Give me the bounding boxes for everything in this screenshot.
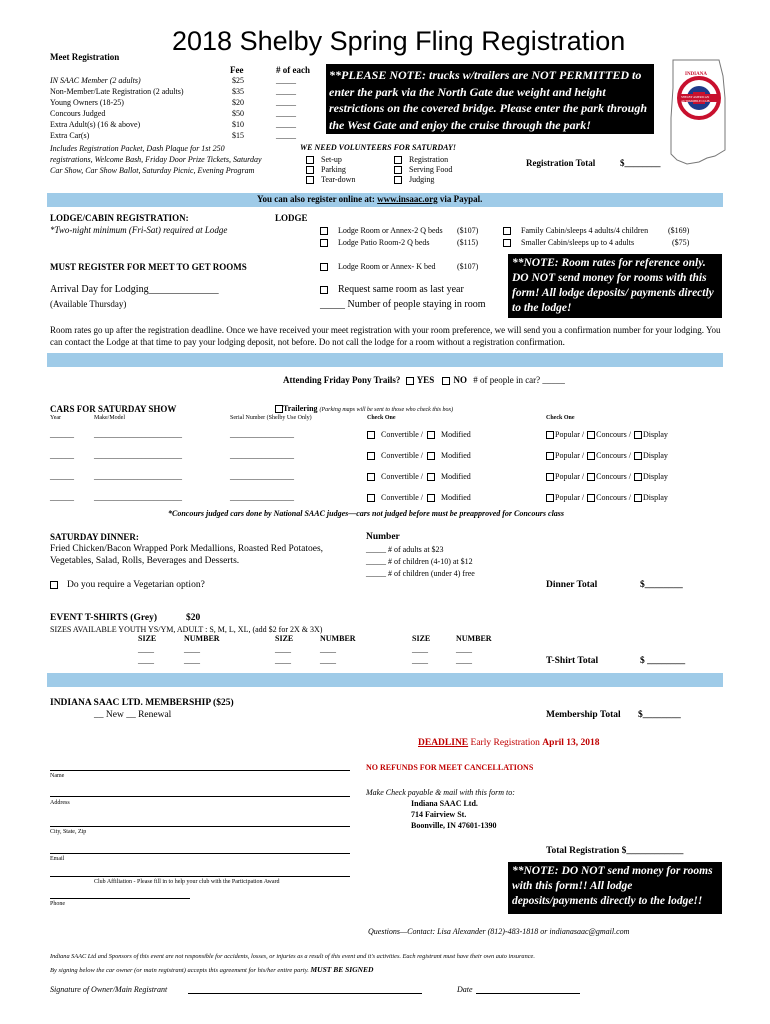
popular-label: Popular / xyxy=(555,430,585,439)
car-type-options[interactable] xyxy=(367,493,471,502)
col-check-1: Check One xyxy=(367,415,396,421)
checkbox[interactable] xyxy=(503,227,511,235)
lodge-heading: LODGE/CABIN REGISTRATION: xyxy=(50,213,189,223)
must-be-signed: MUST BE SIGNED xyxy=(310,965,374,974)
tshirt-price: $20 xyxy=(186,613,201,623)
tshirt-size-blank[interactable]: ____ xyxy=(275,645,291,654)
car-make-blank[interactable]: ______________________ xyxy=(94,430,182,439)
yes-checkbox[interactable] xyxy=(406,377,414,385)
tshirt-number-header: NUMBER xyxy=(320,634,356,643)
car-make-blank[interactable]: ______________________ xyxy=(94,451,182,460)
meet-row-label: IN SAAC Member (2 adults) xyxy=(50,76,141,85)
membership-options[interactable]: __ New __ Renewal xyxy=(94,710,172,720)
tshirt-number-blank[interactable]: ____ xyxy=(320,645,336,654)
display-label: Display xyxy=(643,451,668,460)
car-year-blank[interactable]: ______ xyxy=(50,493,74,502)
tshirt-number-blank[interactable]: ____ xyxy=(184,656,200,665)
lodge-option-label: Lodge Room or Annex-2 Q beds xyxy=(338,226,443,235)
col-serial: Serial Number (Shelby Use Only) xyxy=(230,415,312,421)
meet-row-fee: $15 xyxy=(232,131,244,140)
convertible-label: Convertible / xyxy=(381,493,423,502)
trucks-note: **PLEASE NOTE: trucks w/trailers are NOT PERMITTED to enter the park via the North Gate due weight and height restrictions on the covered bridge. Please enter the park through the West Gate and enjoy the cruise through the park! xyxy=(326,64,654,134)
membership-heading: INDIANA SAAC LTD. MEMBERSHIP ($25) xyxy=(50,698,234,708)
lodge-paragraph: Room rates go up after the registration deadline. Once we have received your meet registration with your room preference, we will send you a confirmation number for your lodging. You can contact the Lodge at that time to pay your lodging deposit, not before. Do not call the lodge for a room without a registration confirmation. xyxy=(50,325,721,347)
mail-line-1: Indiana SAAC Ltd. xyxy=(411,799,478,808)
display-label: Display xyxy=(643,493,668,502)
club-line[interactable] xyxy=(50,876,350,877)
each-header: # of each xyxy=(276,65,310,75)
tshirt-number-blank[interactable]: ____ xyxy=(456,645,472,654)
deadline-word: DEADLINE xyxy=(418,738,469,748)
lodge-option-label: Lodge Patio Room-2 Q beds xyxy=(338,238,430,247)
volunteers-heading: WE NEED VOLUNTEERS FOR SATURDAY! xyxy=(300,143,457,152)
checkbox[interactable] xyxy=(427,452,435,460)
trailering-option[interactable] xyxy=(275,404,453,413)
meet-row-fee: $35 xyxy=(232,87,244,96)
checkbox[interactable] xyxy=(320,286,328,294)
checkbox[interactable] xyxy=(634,431,642,439)
checkbox[interactable] xyxy=(587,431,595,439)
online-prefix: You can also register online at: xyxy=(257,194,378,204)
insaac-link[interactable]: www.insaac.org xyxy=(377,194,438,204)
checkbox[interactable] xyxy=(546,494,554,502)
convertible-label: Convertible / xyxy=(381,472,423,481)
registration-total-label: Registration Total xyxy=(526,158,596,168)
volunteer-option[interactable] xyxy=(394,155,448,164)
lodge-minimum: *Two-night minimum (Fri-Sat) required at Lodge xyxy=(50,225,228,235)
pony-question: Attending Friday Pony Trails? xyxy=(283,375,401,385)
checkbox[interactable] xyxy=(320,263,328,271)
volunteer-label: Serving Food xyxy=(409,165,453,174)
cabin-price-1: ($169) xyxy=(668,226,690,235)
volunteer-label: Judging xyxy=(409,175,435,184)
lodge-option-label: Lodge Room or Annex- K bed xyxy=(338,262,436,271)
car-make-blank[interactable]: ______________________ xyxy=(94,472,182,481)
checkbox[interactable] xyxy=(306,166,314,174)
display-label: Display xyxy=(643,472,668,481)
modified-label: Modified xyxy=(441,493,471,502)
cabin-option-label: Family Cabin/sleeps 4 adults/4 children xyxy=(521,226,649,235)
questions-contact: Questions—Contact: Lisa Alexander (812)-483-1818 or indianasaac@gmail.com xyxy=(368,927,630,936)
city-line[interactable] xyxy=(50,826,350,827)
tshirt-heading: EVENT T-SHIRTS (Grey) xyxy=(50,613,158,623)
concours-label: Concours / xyxy=(596,493,631,502)
car-serial-blank[interactable]: ________________ xyxy=(230,493,294,502)
checkbox[interactable] xyxy=(503,239,511,247)
car-make-blank[interactable]: ______________________ xyxy=(94,493,182,502)
display-label: Display xyxy=(643,430,668,439)
lodge-price-3: ($107) xyxy=(457,262,479,271)
email-label: Email xyxy=(50,856,65,862)
logo-text-top: INDIANA xyxy=(685,72,707,77)
car-class-options[interactable] xyxy=(546,472,668,481)
meet-row-count[interactable]: _____ xyxy=(276,131,296,140)
volunteer-option[interactable] xyxy=(394,165,452,174)
volunteer-option[interactable] xyxy=(306,155,342,164)
meet-row-label: Extra Adult(s) (16 & above) xyxy=(50,120,141,129)
pony-count[interactable]: # of people in car? _____ xyxy=(473,375,565,385)
checkbox[interactable] xyxy=(306,156,314,164)
checkbox[interactable] xyxy=(306,176,314,184)
must-register: MUST REGISTER FOR MEET TO GET ROOMS xyxy=(50,262,247,272)
checkbox[interactable] xyxy=(367,431,375,439)
popular-label: Popular / xyxy=(555,451,585,460)
mail-intro: Make Check payable & mail with this form to: xyxy=(366,788,515,797)
car-year-blank[interactable]: ______ xyxy=(50,430,74,439)
concours-label: Concours / xyxy=(596,451,631,460)
meet-row-count[interactable]: _____ xyxy=(276,98,296,107)
meet-includes: Includes Registration Packet, Dash Plaque for 1st 250 registrations, Welcome Bash, Friday Door Prize Tickets, Saturday Car Show, Car Show Ballot, Saturday Picnic, Evening Program xyxy=(50,144,262,175)
modified-label: Modified xyxy=(441,430,471,439)
disclaimer-2 xyxy=(50,965,373,974)
tshirt-number-blank[interactable]: ____ xyxy=(320,656,336,665)
car-type-options[interactable] xyxy=(367,472,471,481)
convertible-label: Convertible / xyxy=(381,451,423,460)
dinner-total-value: $________ xyxy=(640,580,683,590)
meet-row-count[interactable]: _____ xyxy=(276,120,296,129)
checkbox[interactable] xyxy=(427,473,435,481)
checkbox[interactable] xyxy=(427,431,435,439)
membership-total-label: Membership Total xyxy=(546,710,621,720)
tshirt-size-blank[interactable]: ____ xyxy=(275,656,291,665)
meet-row-fee: $25 xyxy=(232,76,244,85)
meet-heading: Meet Registration xyxy=(50,52,120,62)
tshirt-sizes: SIZES AVAILABLE YOUTH YS/YM, ADULT : S, M, L, XL, (add $2 for 2X & 3X) xyxy=(50,625,323,634)
arrival-day[interactable]: Arrival Day for Lodging______________ xyxy=(50,284,219,295)
checkbox[interactable] xyxy=(320,239,328,247)
yes-label: YES xyxy=(416,375,435,385)
convertible-label: Convertible / xyxy=(381,430,423,439)
checkbox[interactable] xyxy=(275,405,283,413)
divider-bar-1 xyxy=(47,353,723,367)
car-class-options[interactable] xyxy=(546,493,668,502)
tshirt-total-label: T-Shirt Total xyxy=(546,656,599,666)
no-checkbox[interactable] xyxy=(442,377,450,385)
cabin-price-2: ($75) xyxy=(672,238,690,247)
dinner-menu-2: Vegetables, Salad, Rolls, Beverages and Desserts. xyxy=(50,556,240,566)
checkbox[interactable] xyxy=(50,581,58,589)
page-title: 2018 Shelby Spring Fling Registration xyxy=(172,26,626,56)
checkbox[interactable] xyxy=(634,473,642,481)
checkbox[interactable] xyxy=(367,494,375,502)
checkbox[interactable] xyxy=(634,452,642,460)
online-suffix: via Paypal. xyxy=(437,194,483,204)
checkbox[interactable] xyxy=(587,452,595,460)
dinner-heading: SATURDAY DINNER: xyxy=(50,532,139,542)
available-thursday: (Available Thursday) xyxy=(50,299,127,309)
checkbox[interactable] xyxy=(546,431,554,439)
volunteer-label: Tear-down xyxy=(321,175,356,184)
volunteer-option[interactable] xyxy=(394,175,434,184)
signature-line[interactable] xyxy=(188,993,422,994)
mail-line-3: Boonville, IN 47601-1390 xyxy=(411,821,497,830)
trailering-note: (Parking maps will be sent to those who check this box) xyxy=(319,407,454,413)
car-type-options[interactable] xyxy=(367,430,471,439)
logo-text-mid: SHELBY AMERICAN xyxy=(681,95,710,99)
mail-line-2: 714 Fairview St. xyxy=(411,810,467,819)
car-class-options[interactable] xyxy=(546,451,668,460)
lodge-col-heading: LODGE xyxy=(275,213,308,223)
modified-label: Modified xyxy=(441,472,471,481)
deadline-text: Early Registration xyxy=(468,738,543,748)
volunteer-label: Set-up xyxy=(321,155,342,164)
meet-row-count[interactable]: _____ xyxy=(276,76,296,85)
disclaimer-2-text: By signing below the car owner (or main registrant) accepts this agreement for his/her entire party. xyxy=(50,967,311,974)
lodge-price-1: ($107) xyxy=(457,226,479,235)
meet-row-fee: $20 xyxy=(232,98,244,107)
dinner-number: Number xyxy=(366,532,400,542)
fee-header: Fee xyxy=(230,65,244,75)
checkbox[interactable] xyxy=(546,473,554,481)
popular-label: Popular / xyxy=(555,472,585,481)
indiana-saac-logo xyxy=(663,58,733,168)
divider-bar-2 xyxy=(47,673,723,687)
dinner-line-3[interactable]: _____ # of children (under 4) free xyxy=(366,569,475,578)
address-label: Address xyxy=(50,800,70,806)
vegetarian-option[interactable] xyxy=(50,580,205,590)
checkbox[interactable] xyxy=(394,166,402,174)
tshirt-size-header: SIZE xyxy=(275,634,294,643)
concours-label: Concours / xyxy=(596,430,631,439)
checkbox[interactable] xyxy=(546,452,554,460)
checkbox[interactable] xyxy=(587,473,595,481)
same-room-option[interactable] xyxy=(320,284,464,295)
tshirt-size-blank[interactable]: ____ xyxy=(412,645,428,654)
registration-total-value: $________ xyxy=(620,158,661,168)
name-line[interactable] xyxy=(50,770,350,771)
dinner-line-1[interactable]: _____ # of adults at $23 xyxy=(366,545,444,554)
email-line[interactable] xyxy=(50,853,350,854)
checkbox[interactable] xyxy=(634,494,642,502)
concours-label: Concours / xyxy=(596,472,631,481)
signature-label: Signature of Owner/Main Registrant xyxy=(50,985,168,994)
address-line[interactable] xyxy=(50,796,350,797)
people-in-room[interactable]: _____ Number of people staying in room xyxy=(320,299,486,310)
meet-row-count[interactable]: _____ xyxy=(276,87,296,96)
car-serial-blank[interactable]: ________________ xyxy=(230,451,294,460)
tshirt-size-header: SIZE xyxy=(138,634,157,643)
car-year-blank[interactable]: ______ xyxy=(50,472,74,481)
online-text xyxy=(257,194,482,204)
tshirt-number-blank[interactable]: ____ xyxy=(184,645,200,654)
total-registration[interactable]: Total Registration $____________ xyxy=(546,846,684,856)
tshirt-size-blank[interactable]: ____ xyxy=(138,656,154,665)
lodge-option-3[interactable] xyxy=(320,262,436,271)
car-type-options[interactable] xyxy=(367,451,471,460)
phone-line[interactable] xyxy=(50,898,190,899)
dinner-menu-1: Fried Chicken/Bacon Wrapped Pork Medallions, Roasted Red Potatoes, xyxy=(50,544,324,554)
date-label: Date xyxy=(457,985,473,994)
pony-trails xyxy=(283,375,565,385)
meet-row-label: Extra Car(s) xyxy=(50,131,90,140)
concours-note: *Concours judged cars done by National SAAC judges—cars not judged before must be preapproved for Concours class xyxy=(168,509,565,518)
modified-label: Modified xyxy=(441,451,471,460)
checkbox[interactable] xyxy=(427,494,435,502)
room-rates-note: **NOTE: Room rates for reference only. DO NOT send money for rooms with this form! All lodge deposits/ payments directly to the lodge! xyxy=(508,254,722,318)
final-note: **NOTE: DO NOT send money for rooms with this form!! All lodge deposits/payments directly to the lodge!! xyxy=(508,862,722,914)
trailering-label: Trailering xyxy=(283,404,318,413)
meet-row-fee: $10 xyxy=(232,120,244,129)
name-label: Name xyxy=(50,773,65,779)
logo-text-bottom: AUTOMOBILE CLUB xyxy=(681,99,710,103)
phone-label: Phone xyxy=(50,901,65,907)
tshirt-size-blank[interactable]: ____ xyxy=(138,645,154,654)
col-check-2: Check One xyxy=(546,415,575,421)
deadline-date: April 13, 2018 xyxy=(542,738,600,748)
same-room-label: Request same room as last year xyxy=(338,284,464,295)
no-label: NO xyxy=(453,375,467,385)
club-label: Club Affiliation - Please fill in to help your club with the Participation Award xyxy=(94,879,280,885)
meet-row-fee: $50 xyxy=(232,109,244,118)
disclaimer-1: Indiana SAAC Ltd and Sponsors of this event are not responsible for accidents, losses, or injuries as a result of this event and it's activities. Each registrant must have their own auto insurance. xyxy=(50,953,535,960)
cabin-option-2[interactable] xyxy=(503,238,634,247)
meet-row-label: Non-Member/Late Registration (2 adults) xyxy=(50,87,184,96)
checkbox[interactable] xyxy=(394,176,402,184)
volunteer-label: Parking xyxy=(321,165,346,174)
tshirt-number-header: NUMBER xyxy=(184,634,220,643)
car-year-blank[interactable]: ______ xyxy=(50,451,74,460)
car-serial-blank[interactable]: ________________ xyxy=(230,472,294,481)
meet-row-label: Concours Judged xyxy=(50,109,106,118)
deadline xyxy=(418,738,600,748)
volunteer-label: Registration xyxy=(409,155,449,164)
popular-label: Popular / xyxy=(555,493,585,502)
date-line[interactable] xyxy=(476,993,580,994)
tshirt-size-header: SIZE xyxy=(412,634,431,643)
checkbox[interactable] xyxy=(394,156,402,164)
dinner-total-label: Dinner Total xyxy=(546,580,598,590)
car-class-options[interactable] xyxy=(546,430,668,439)
volunteer-option[interactable] xyxy=(306,175,355,184)
checkbox[interactable] xyxy=(320,227,328,235)
city-label: City, State, Zip xyxy=(50,829,87,835)
checkbox[interactable] xyxy=(587,494,595,502)
membership-total-value: $________ xyxy=(638,710,681,720)
no-refunds: NO REFUNDS FOR MEET CANCELLATIONS xyxy=(366,763,534,772)
vegetarian-label: Do you require a Vegetarian option? xyxy=(67,580,205,590)
meet-row-label: Young Owners (18-25) xyxy=(50,98,124,107)
tshirt-total-value: $ ________ xyxy=(640,656,686,666)
checkbox[interactable] xyxy=(367,452,375,460)
car-serial-blank[interactable]: ________________ xyxy=(230,430,294,439)
col-make: Make/Model xyxy=(94,415,125,421)
cabin-option-1[interactable] xyxy=(503,226,648,235)
cabin-option-label: Smaller Cabin/sleeps up to 4 adults xyxy=(521,238,635,247)
tshirt-number-header: NUMBER xyxy=(456,634,492,643)
lodge-option-1[interactable] xyxy=(320,226,443,235)
col-year: Year xyxy=(50,415,62,421)
tshirt-number-blank[interactable]: ____ xyxy=(456,656,472,665)
cars-heading: CARS FOR SATURDAY SHOW xyxy=(50,404,177,414)
lodge-option-2[interactable] xyxy=(320,238,430,247)
meet-row-count[interactable]: _____ xyxy=(276,109,296,118)
checkbox[interactable] xyxy=(367,473,375,481)
dinner-line-2[interactable]: _____ # of children (4-10) at $12 xyxy=(366,557,473,566)
volunteer-option[interactable] xyxy=(306,165,346,174)
lodge-price-2: ($115) xyxy=(457,238,479,247)
tshirt-size-blank[interactable]: ____ xyxy=(412,656,428,665)
